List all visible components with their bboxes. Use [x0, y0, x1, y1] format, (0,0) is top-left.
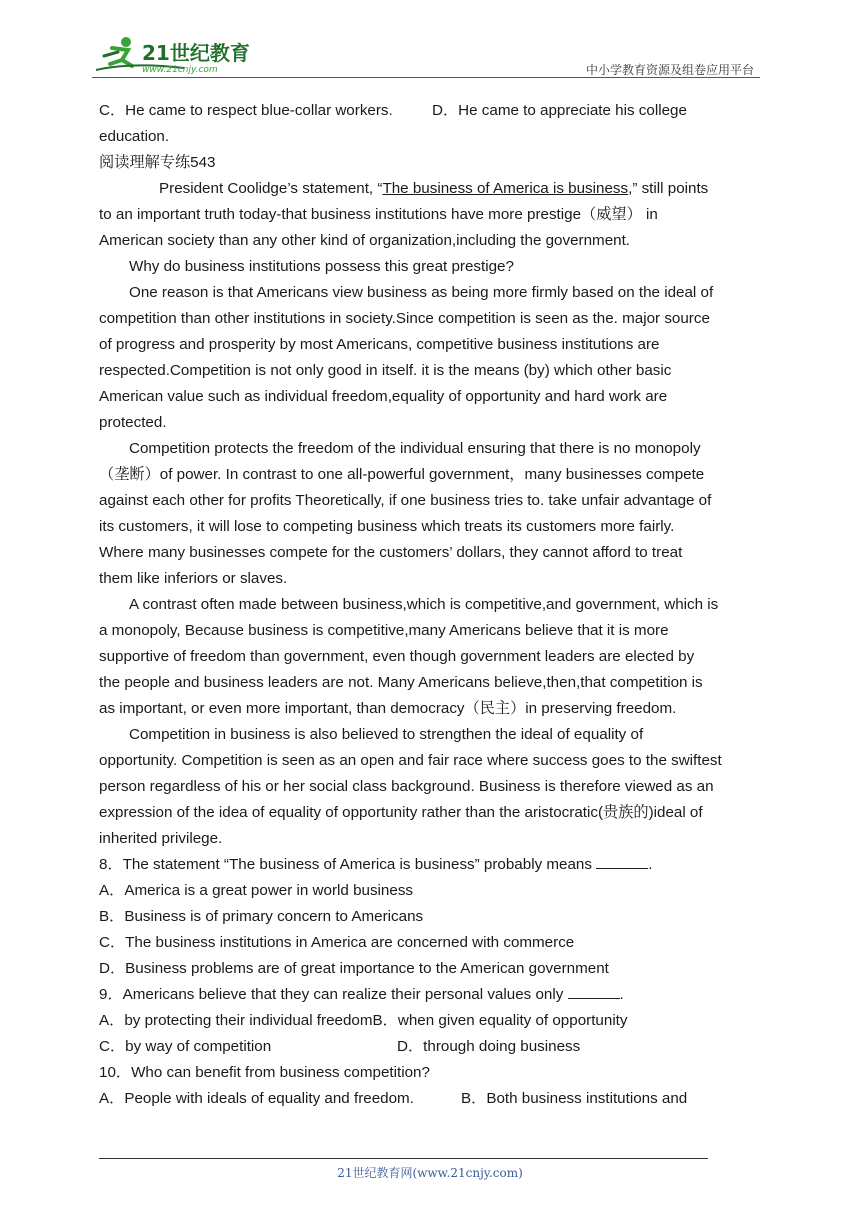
prev-option-d: D．He came to appreciate his college: [432, 102, 687, 119]
passage-p5-line: as important, or even more important, than democracy（民主）in preserving freedom.: [99, 700, 677, 717]
question-8-stem: [99, 852, 763, 878]
passage-p3-line: of progress and prosperity by most Americans, competitive business institutions are: [99, 336, 660, 353]
passage-p3-line: American value such as individual freedom,equality of opportunity and hard work are: [99, 388, 668, 405]
passage-p4-line: its customers, it will lose to competing business which treats its customers more fairly.: [99, 518, 675, 535]
passage-p4-line: them like inferiors or slaves.: [99, 570, 288, 587]
q10-option-b: B．Both business institutions and: [461, 1090, 688, 1107]
passage-p6-line: opportunity. Competition is seen as an open and fair race where success goes to the swiftest: [99, 752, 722, 769]
platform-name: 中小学教育资源及组卷应用平台: [585, 63, 754, 77]
prev-option-d-cont: education.: [99, 128, 170, 145]
svg-text:www.21cnjy.com: www.21cnjy.com: [142, 65, 218, 74]
q9-option-a: A．by protecting their individual freedom: [99, 1012, 373, 1029]
q9-option-d: D．through doing business: [397, 1038, 581, 1055]
passage-p5-line: supportive of freedom than government, even though government leaders are elected by: [99, 648, 695, 665]
runner-logo-icon: [92, 34, 272, 74]
passage-p6-line: person regardless of his or her social class background. Business is therefore viewed as an: [99, 778, 714, 795]
document-body: [99, 98, 763, 1112]
q10-options-ab: [99, 1086, 763, 1112]
q9-options-cd: [99, 1034, 763, 1060]
answer-blank: [568, 984, 620, 999]
p1-text-end: ,” still points: [628, 180, 709, 197]
footer-divider: [99, 1158, 708, 1159]
passage-p1-line: American society than any other kind of organization,including the government.: [99, 232, 631, 249]
q9-stem-end: .: [619, 986, 624, 1003]
q8-option-b: B．Business is of primary concern to Americans: [99, 908, 424, 925]
quoted-statement: The business of America is business: [382, 180, 629, 197]
q8-option-c: C．The business institutions in America are concerned with commerce: [99, 934, 575, 951]
passage-p4-line: （垄断）of power. In contrast to one all-powerful government，many businesses compete: [99, 466, 705, 483]
q8-stem-text: 8．The statement “The business of America is business” probably means: [99, 856, 592, 873]
question-10-stem: 10．Who can benefit from business competition?: [99, 1064, 430, 1081]
q8-stem-end: .: [648, 856, 653, 873]
passage-p5-line: a monopoly, Because business is competitive,many Americans believe that it is more: [99, 622, 669, 639]
prev-option-line: [99, 98, 763, 124]
passage-p5-line: the people and business leaders are not. Many Americans believe,then,that competition is: [99, 674, 703, 691]
passage-p3-line: competition than other institutions in society.Since competition is seen as the. major source: [99, 310, 710, 327]
q9-option-c: C．by way of competition: [99, 1038, 272, 1055]
site-logo: [92, 34, 272, 74]
passage-p1-line: to an important truth today-that business institutions have more prestige（威望） in: [99, 206, 658, 223]
passage-p2: Why do business institutions possess this great prestige?: [129, 258, 514, 275]
p1-text: President Coolidge’s statement, “: [159, 180, 383, 197]
q10-option-a: A．People with ideals of equality and freedom.: [99, 1090, 414, 1107]
passage-p1-line: [99, 176, 763, 202]
passage-p4-line: Where many businesses compete for the customers’ dollars, they cannot afford to treat: [99, 544, 683, 561]
q9-stem-text: 9．Americans believe that they can realize their personal values only: [99, 986, 564, 1003]
passage-p6-line: inherited privilege.: [99, 830, 223, 847]
passage-p3-line: protected.: [99, 414, 167, 431]
passage-p6-line: Competition in business is also believed to strengthen the ideal of equality of: [129, 726, 644, 743]
passage-p6-line: expression of the idea of equality of opportunity rather than the aristocratic(贵族的)ideal of: [99, 804, 703, 821]
q9-option-b: B．when given equality of opportunity: [372, 1012, 628, 1029]
passage-p3-line: respected.Competition is not only good in itself. it is the means (by) which other basic: [99, 362, 672, 379]
q9-options-ab: [99, 1008, 763, 1034]
passage-p4-line: Competition protects the freedom of the individual ensuring that there is no monopoly: [129, 440, 701, 457]
passage-p3-line: One reason is that Americans view business as being more firmly based on the ideal of: [129, 284, 714, 301]
passage-p5-line: A contrast often made between business,which is competitive,and government, which is: [129, 596, 719, 613]
page-header: [92, 30, 760, 78]
section-title: 阅读理解专练543: [99, 154, 216, 171]
prev-option-c: C．He came to respect blue-collar workers.: [99, 102, 393, 119]
header-divider: [92, 77, 760, 78]
q8-option-d: D．Business problems are of great importance to the American government: [99, 960, 609, 977]
question-9-stem: [99, 982, 763, 1008]
answer-blank: [596, 854, 648, 869]
svg-text:21世纪教育: 21世纪教育: [142, 41, 250, 65]
page-footer: 21世纪教育网(www.21cnjy.com): [337, 1166, 523, 1180]
q8-option-a: A．America is a great power in world business: [99, 882, 414, 899]
passage-p4-line: against each other for profits Theoretically, if one business tries to. take unfair advantage of: [99, 492, 712, 509]
